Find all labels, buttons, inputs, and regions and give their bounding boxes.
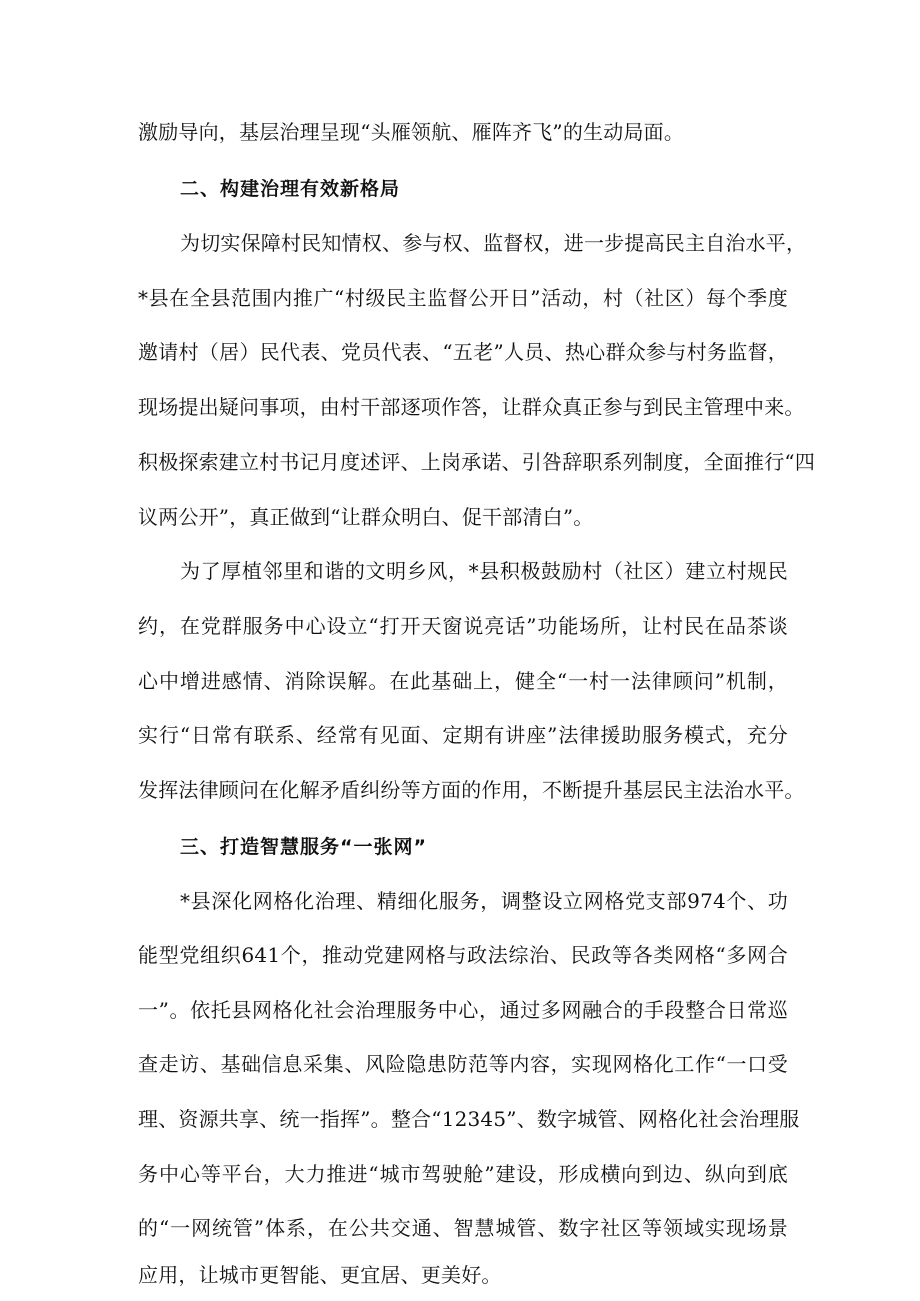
paragraph-line: 现场提出疑问事项，由村干部逐项作答，让群众真正参与到民主管理中来。 [138,395,805,419]
paragraph-line: 约，在党群服务中心设立“打开天窗说亮话”功能场所，让村民在品茶谈 [138,614,788,638]
paragraph-line: 激励导向，基层治理呈现“头雁领航、雁阵齐飞”的生动局面。 [138,120,685,144]
paragraph-line: *县在全县范围内推广“村级民主监督公开日”活动，村（社区）每个季度 [138,286,788,310]
paragraph-line: 邀请村（居）民代表、党员代表、“五老”人员、热心群众参与村务监督， [138,340,788,364]
paragraph-line: 积极探索建立村书记月度述评、上岗承诺、引咎辞职系列制度，全面推行“四 [138,450,816,474]
section-heading: 三、打造智慧服务“一张网” [180,836,427,858]
paragraph-line: 应用，让城市更智能、更宜居、更美好。 [138,1263,502,1287]
paragraph-line: 为了厚植邻里和谐的文明乡风，*县积极鼓励村（社区）建立村规民 [180,559,788,583]
paragraph-line: 实行“日常有联系、经常有见面、定期有讲座”法律援助服务模式，充分 [138,723,788,747]
paragraph-line: 能型党组织641个，推动党建网格与政法综治、民政等各类网格“多网合 [138,943,788,967]
paragraph-line: 心中增进感情、消除误解。在此基础上，健全“一村一法律顾问”机制， [138,669,788,693]
paragraph-line: 议两公开”，真正做到“让群众明白、促干部清白”。 [138,505,594,529]
paragraph-line: 为切实保障村民知情权、参与权、监督权，进一步提高民主自治水平， [180,231,807,255]
paragraph-line: 务中心等平台，大力推进“城市驾驶舱”建设，形成横向到边、纵向到底 [138,1162,788,1186]
paragraph-line: 的“一网统管”体系，在公共交通、智慧城管、数字社区等领域实现场景 [138,1216,788,1240]
paragraph-line: 查走访、基础信息采集、风险隐患防范等内容，实现网格化工作“一口受 [138,1052,788,1076]
paragraph-line: *县深化网格化治理、精细化服务，调整设立网格党支部974个、功 [180,889,788,913]
paragraph-line: 一”。依托县网格化社会治理服务中心，通过多网融合的手段整合日常巡 [138,998,788,1022]
paragraph-line: 发挥法律顾问在化解矛盾纠纷等方面的作用，不断提升基层民主法治水平。 [138,778,805,802]
paragraph-line: 理、资源共享、统一指挥”。整合“12345”、数字城管、网格化社会治理服 [138,1107,800,1131]
section-heading: 二、构建治理有效新格局 [180,178,401,200]
